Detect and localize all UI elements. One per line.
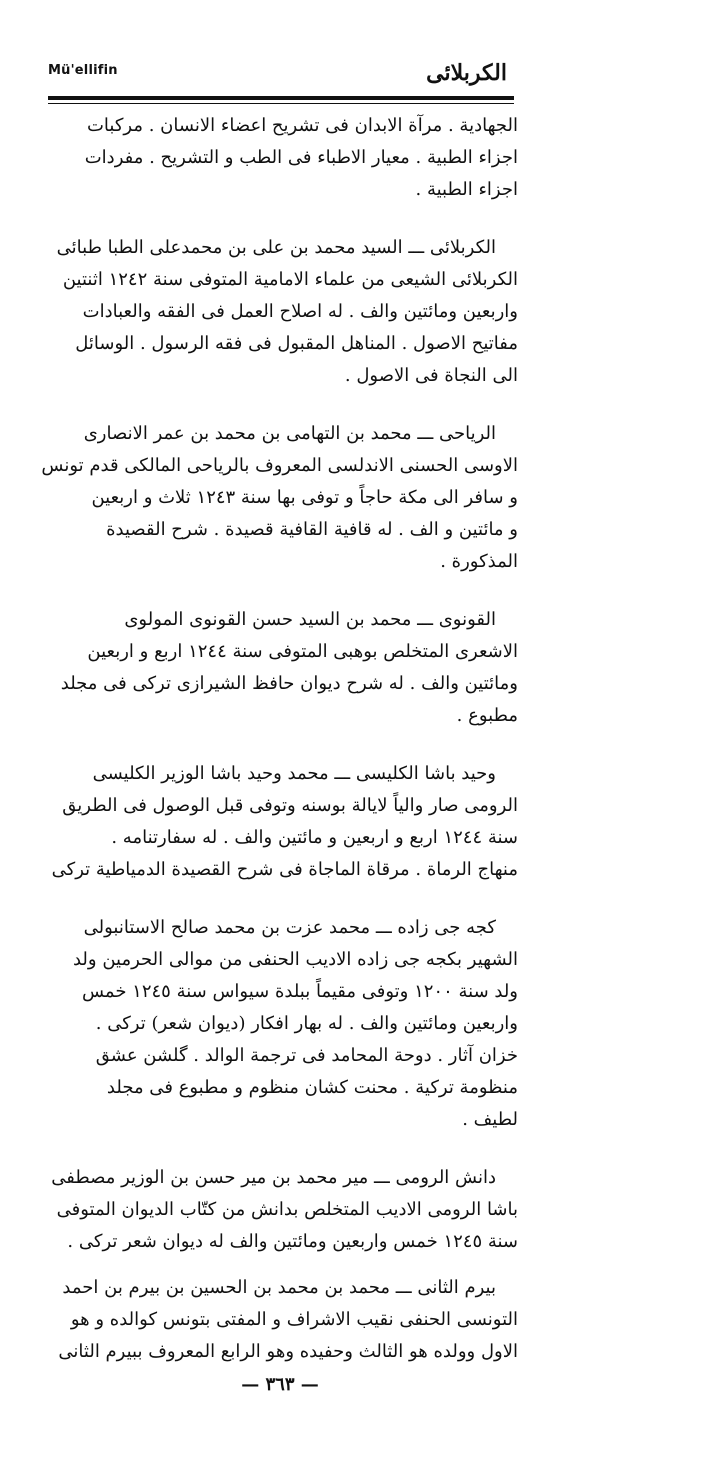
entry-kececizade xyxy=(40,912,518,1136)
text-line: الاول وولده هو الثالث وحفيده وهو الرابع المعروف ببيرم الثانى xyxy=(58,1341,518,1362)
entry-karbalai xyxy=(40,232,518,392)
text-line: اجزاء الطبية . xyxy=(415,179,518,200)
text-line: ومائتين والف . له شرح ديوان حافظ الشيرازى تركى فى مجلد xyxy=(60,673,518,694)
entry-heading-line: الرياحى ـــ محمد بن التهامى بن محمد بن عمر الانصارى xyxy=(83,423,496,444)
text-line: الاشعرى المتخلص بوهبى المتوفى سنة ١٢٤٤ اربع و اربعين xyxy=(87,641,518,662)
entry-heading-line: وحيد باشا الكليسى ـــ محمد وحيد باشا الوزير الكليسى xyxy=(92,763,496,784)
text-line: منظومة تركية . محنت كشان منظوم و مطبوع فى مجلد xyxy=(106,1077,518,1098)
entry-heading-line: الكربلائى ـــ السيد محمد بن على بن محمدعلى الطبا طبائى xyxy=(56,237,496,258)
text-line: و سافر الى مكة حاجاً و توفى بها سنة ١٢٤٣ ثلاث و اربعين xyxy=(91,487,518,508)
running-head-latin: Mü'ellifin xyxy=(48,63,118,78)
text-line: خزان آثار . دوحة المحامد فى ترجمة الوالد . گلشن عشق xyxy=(95,1045,518,1066)
text-line: الى النجاة فى الاصول . xyxy=(344,365,518,386)
entry-qunawi xyxy=(40,604,518,732)
entry-heading-line: القونوى ـــ محمد بن السيد حسن القونوى المولوى xyxy=(124,609,496,630)
entry-heading-line: بيرم الثانى ـــ محمد بن محمد بن الحسين بن بيرم بن احمد xyxy=(62,1277,496,1298)
text-line: ولد سنة ١٢٠٠ وتوفى مقيماً ببلدة سيواس سنة ١٢٤٥ خمس xyxy=(81,981,518,1002)
text-line: المذكورة . xyxy=(440,551,518,572)
entry-bayram-thani xyxy=(40,1272,518,1368)
body-text xyxy=(40,110,518,1394)
text-line: سنة ١٢٤٤ اربع و اربعين و مائتين والف . له سفارتنامه . xyxy=(111,827,518,848)
page-number: — ٣٦٣ — xyxy=(241,1374,319,1395)
text-line: لطيف . xyxy=(462,1109,518,1130)
header-rule-thick xyxy=(48,96,514,100)
entry-continuation xyxy=(40,110,518,206)
text-line: الشهير بكجه جى زاده الاديب الحنفى من موالى الحرمين ولد xyxy=(72,949,518,970)
text-line: اجزاء الطبية . معيار الاطباء فى الطب و التشريح . مفردات xyxy=(84,147,518,168)
text-line: باشا الرومى الاديب المتخلص بدانش من كتّاب الديوان المتوفى xyxy=(56,1199,518,1220)
text-line: مفاتيح الاصول . المناهل المقبول فى فقه الرسول . الوسائل xyxy=(75,333,518,354)
text-line: مطبوع . xyxy=(456,705,518,726)
text-line: سنة ١٢٤٥ خمس واربعين ومائتين والف له ديوان شعر تركى . xyxy=(67,1231,518,1252)
text-line: منهاج الرماة . مرقاة الماجاة فى شرح القصيدة الدمياطية تركى xyxy=(51,859,518,880)
entry-wahid-pasha xyxy=(40,758,518,886)
text-line: الرومى صار والياً لايالة بوسنه وتوفى قبل الوصول فى الطريق xyxy=(62,795,518,816)
running-head-arabic: الكربلائى xyxy=(426,60,507,86)
header-rule-thin xyxy=(48,103,514,104)
text-line: التونسى الحنفى نقيب الاشراف و المفتى بتونس كوالده و هو xyxy=(70,1309,518,1330)
text-line: واربعين ومائتين والف . له اصلاح العمل فى الفقه والعبادات xyxy=(82,301,518,322)
text-line: و مائتين و الف . له قافية القافية قصيدة . شرح القصيدة xyxy=(106,519,518,540)
entry-heading-line: كجه جى زاده ـــ محمد عزت بن محمد صالح الاستانبولى xyxy=(83,917,496,938)
text-line: واربعين ومائتين والف . له بهار افكار (ديوان شعر) تركى . xyxy=(95,1013,518,1034)
text-line: الجهادية . مرآة الابدان فى تشريح اعضاء الانسان . مركبات xyxy=(86,115,518,136)
entry-heading-line: دانش الرومى ـــ مير محمد بن مير حسن بن الوزير مصطفى xyxy=(51,1167,496,1188)
entry-riyahi xyxy=(40,418,518,578)
entry-danish-rumi xyxy=(40,1162,518,1258)
text-line: الكربلائى الشيعى من علماء الامامية المتوفى سنة ١٢٤٢ اثنتين xyxy=(62,269,518,290)
text-line: الاوسى الحسنى الاندلسى المعروف بالرياحى المالكى قدم تونس xyxy=(41,455,518,476)
